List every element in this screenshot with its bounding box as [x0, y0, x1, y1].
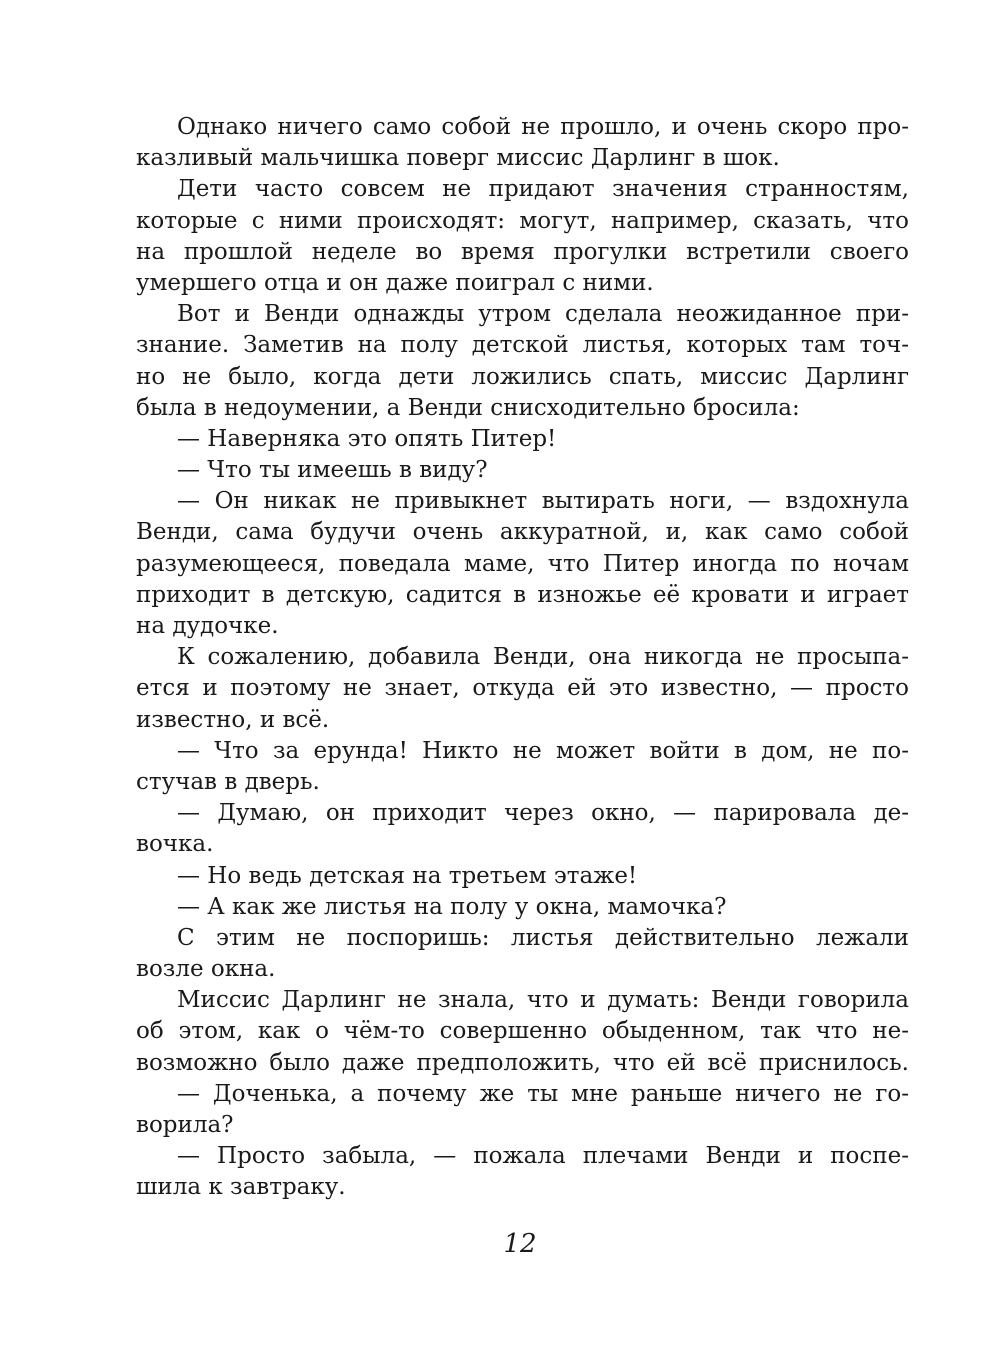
text-line: — Он никак не привыкнет вытирать ноги, — вздохнула	[177, 488, 909, 515]
text-line: ется и поэтому не знает, откуда ей это известно, — просто	[136, 675, 909, 702]
text-line: казливый мальчишка поверг миссис Дарлинг в шок.	[136, 145, 780, 172]
text-line: Вот и Венди однажды утром сделала неожиданное при-	[177, 301, 909, 328]
text-line: К сожалению, добавила Венди, она никогда не просыпа-	[177, 644, 909, 671]
text-line: — Что ты имеешь в виду?	[177, 457, 488, 484]
text-line: об этом, как о чём-то совершенно обыденном, так что не-	[136, 1018, 909, 1045]
text-line: — А как же листья на полу у окна, мамочка?	[177, 893, 727, 920]
text-line: на прошлой неделе во время прогулки встретили своего	[136, 238, 909, 265]
text-line: известно, и всё.	[136, 706, 330, 733]
text-line: Миссис Дарлинг не знала, что и думать: Венди говорила	[177, 987, 909, 1014]
page-number: 12	[503, 1229, 537, 1259]
text-line: — Но ведь детская на третьем этаже!	[177, 862, 638, 889]
text-line: разумеющееся, поведала маме, что Питер иногда по ночам	[136, 550, 909, 577]
text-line: шила к завтраку.	[136, 1174, 346, 1201]
text-line: но не было, когда дети ложились спать, миссис Дарлинг	[136, 363, 909, 390]
text-line: — Просто забыла, — пожала плечами Венди и поспе-	[177, 1143, 909, 1170]
text-line: Однако ничего само собой не прошло, и очень скоро про-	[177, 114, 909, 140]
text-line: которые с ними происходят: могут, например, сказать, что	[136, 207, 909, 234]
text-line: — Что за ерунда! Никто не может войти в дом, не по-	[177, 737, 909, 764]
text-line: была в недоумении, а Венди снисходительно бросила:	[136, 394, 800, 421]
body-text	[136, 112, 909, 1204]
text-line: стучав в дверь.	[136, 768, 320, 795]
text-line: — Думаю, он приходит через окно, — парировала де-	[177, 800, 909, 827]
text-line: вочка.	[136, 831, 214, 858]
text-line: — Доченька, а почему же ты мне раньше ничего не го-	[177, 1080, 909, 1107]
text-line: — Наверняка это опять Питер!	[177, 425, 557, 452]
text-line: Дети часто совсем не придают значения странностям,	[177, 176, 909, 203]
text-line: умершего отца и он даже поиграл с ними.	[136, 269, 654, 296]
text-line: С этим не поспоришь: листья действительно лежали	[177, 924, 909, 951]
text-line: возле окна.	[136, 956, 276, 983]
text-line: Венди, сама будучи очень аккуратной, и, как само собой	[136, 519, 909, 546]
text-line: ворила?	[136, 1112, 234, 1138]
text-line: приходит в детскую, садится в изножье её кровати и играет	[136, 581, 909, 608]
text-line: возможно было даже предположить, что ей всё приснилось.	[136, 1049, 909, 1076]
text-line: на дудочке.	[136, 613, 279, 639]
text-line: знание. Заметив на полу детской листья, которых там точ-	[136, 332, 909, 359]
